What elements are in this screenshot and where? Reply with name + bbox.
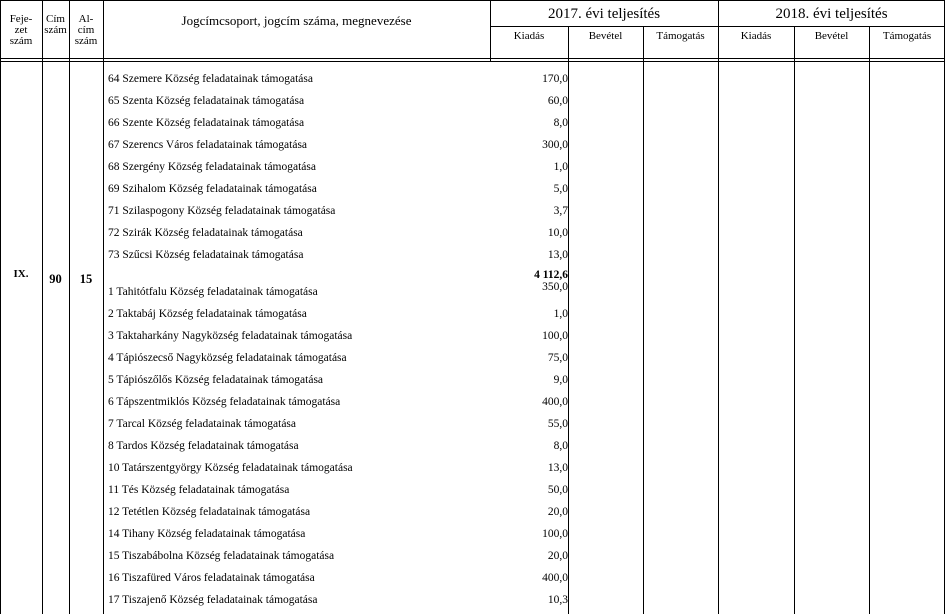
- table-row: [0, 566, 945, 588]
- table-row: [0, 133, 945, 155]
- row-name: 4 Tápiószecső Nagyközség feladatainak támogatása: [108, 352, 347, 364]
- row-kiadas: 75,0: [547, 352, 568, 364]
- row-kiadas: 3,7: [553, 205, 568, 217]
- row-kiadas: 1,0: [553, 161, 568, 173]
- row-name: 8 Tardos Község feladatainak támogatása: [108, 440, 299, 452]
- row-name: 2 Taktabáj Község feladatainak támogatása: [108, 308, 307, 320]
- row-kiadas: 10,0: [547, 227, 568, 239]
- row-kiadas: 350,0: [542, 281, 568, 293]
- row-kiadas: 10,3: [547, 594, 568, 606]
- row-name: 6 Tápszentmiklós Község feladatainak támogatása: [108, 396, 341, 408]
- table-row: [0, 280, 945, 302]
- table-row: [0, 346, 945, 368]
- row-name: 68 Szergény Község feladatainak támogatása: [108, 161, 316, 173]
- row-name: 1 Tahitótfalu Község feladatainak támogatása: [108, 286, 318, 298]
- header-alcim: [69, 14, 103, 47]
- table-row: [0, 522, 945, 544]
- summary-alcim: 15: [79, 272, 93, 286]
- row-name: 73 Szűcsi Község feladatainak támogatása: [108, 249, 304, 261]
- table-row: [0, 456, 945, 478]
- header-2018-kiadas: Kiadás: [740, 30, 772, 42]
- row-kiadas: 8,0: [553, 117, 568, 129]
- table-row: [0, 155, 945, 177]
- header-fejezet: [0, 14, 42, 47]
- table-header: [0, 0, 945, 62]
- row-kiadas: 8,0: [553, 440, 568, 452]
- row-name: 7 Tarcal Község feladatainak támogatása: [108, 418, 297, 430]
- row-kiadas: 20,0: [547, 550, 568, 562]
- header-vline: [42, 0, 43, 62]
- summary-kiadas: 4 112,6: [534, 269, 568, 281]
- row-kiadas: 13,0: [547, 462, 568, 474]
- table-row: [0, 243, 945, 265]
- header-vline: [568, 26, 569, 62]
- row-name: 67 Szerencs Város feladatainak támogatása: [108, 139, 308, 151]
- row-kiadas: 55,0: [547, 418, 568, 430]
- header-fejezet-line3: szám: [9, 35, 33, 47]
- table-row: [0, 177, 945, 199]
- header-2017-kiadas: Kiadás: [513, 30, 545, 42]
- header-vline: [0, 0, 1, 62]
- row-name: 16 Tiszafüred Város feladatainak támogatása: [108, 572, 315, 584]
- header-cim-line1: Cím: [46, 13, 65, 25]
- header-alcim-line3: szám: [74, 35, 98, 47]
- header-fejezet-line2: zet: [14, 24, 28, 36]
- table-row: [0, 478, 945, 500]
- row-name: 66 Szente Község feladatainak támogatása: [108, 117, 305, 129]
- header-alcim-line1: Al-: [78, 13, 94, 25]
- row-name: 72 Szirák Község feladatainak támogatása: [108, 227, 303, 239]
- header-cim: [42, 14, 69, 36]
- header-vline: [718, 0, 719, 62]
- row-kiadas: 50,0: [547, 484, 568, 496]
- header-year-2017: 2017. évi teljesítés: [547, 6, 661, 22]
- table-row: [0, 412, 945, 434]
- header-fejezet-line1: Feje-: [9, 13, 33, 25]
- header-vline: [69, 0, 70, 62]
- row-name: 14 Tihany Község feladatainak támogatása: [108, 528, 306, 540]
- header-top-rule: [0, 0, 945, 1]
- row-kiadas: 300,0: [542, 139, 568, 151]
- row-kiadas: 100,0: [542, 330, 568, 342]
- table-row: [0, 390, 945, 412]
- row-name: 64 Szemere Község feladatainak támogatása: [108, 73, 313, 85]
- row-kiadas: 400,0: [542, 572, 568, 584]
- row-kiadas: 1,0: [553, 308, 568, 320]
- table-row: [0, 221, 945, 243]
- row-kiadas: 100,0: [542, 528, 568, 540]
- table-row: [0, 199, 945, 221]
- header-year-2018: 2018. évi teljesítés: [775, 6, 888, 22]
- row-name: 69 Szihalom Község feladatainak támogatása: [108, 183, 317, 195]
- summary-fejezet: IX.: [13, 268, 29, 280]
- header-vline: [103, 0, 104, 62]
- header-vline: [794, 26, 795, 62]
- header-alcim-line2: cím: [77, 24, 95, 36]
- row-name: 5 Tápiószőlős Község feladatainak támogatása: [108, 374, 324, 386]
- row-kiadas: 5,0: [553, 183, 568, 195]
- table-row: [0, 434, 945, 456]
- row-name: 15 Tiszabábolna Község feladatainak támogatása: [108, 550, 335, 562]
- table-row: [0, 544, 945, 566]
- header-cim-line2: szám: [44, 24, 67, 36]
- header-vline: [869, 26, 870, 62]
- row-kiadas: 9,0: [553, 374, 568, 386]
- row-kiadas: 20,0: [547, 506, 568, 518]
- header-2017-bevetel: Bevétel: [588, 30, 623, 42]
- row-name: 3 Taktaharkány Nagyközség feladatainak támogatása: [108, 330, 353, 342]
- header-bottom-rule-2: [0, 61, 945, 62]
- table-row: [0, 324, 945, 346]
- row-kiadas: 400,0: [542, 396, 568, 408]
- header-vline: [490, 0, 491, 62]
- header-2018-bevetel: Bevétel: [814, 30, 849, 42]
- table-row: [0, 111, 945, 133]
- row-name: 17 Tiszajenő Község feladatainak támogatása: [108, 594, 318, 606]
- header-2018-tamogatas: Támogatás: [882, 30, 932, 42]
- row-name: 11 Tés Község feladatainak támogatása: [108, 484, 290, 496]
- header-bottom-rule-1: [0, 58, 945, 59]
- row-kiadas: 13,0: [547, 249, 568, 261]
- row-name: 71 Szilaspogony Község feladatainak támogatása: [108, 205, 336, 217]
- row-name: 10 Tatárszentgyörgy Község feladatainak támogatása: [108, 462, 353, 474]
- header-vline: [643, 26, 644, 62]
- table-row: [0, 67, 945, 89]
- table-row: [0, 500, 945, 522]
- summary-cim: 90: [49, 272, 62, 286]
- row-kiadas: 170,0: [542, 73, 568, 85]
- header-2017-tamogatas: Támogatás: [656, 30, 705, 42]
- row-name: 65 Szenta Község feladatainak támogatása: [108, 95, 305, 107]
- row-kiadas: 60,0: [547, 95, 568, 107]
- table-row: [0, 89, 945, 111]
- header-jogcim: Jogcímcsoport, jogcím száma, megnevezése: [181, 13, 412, 28]
- table-row: [0, 368, 945, 390]
- row-name: 12 Tetétlen Község feladatainak támogatása: [108, 506, 311, 518]
- table-row: [0, 302, 945, 324]
- table-row: [0, 588, 945, 610]
